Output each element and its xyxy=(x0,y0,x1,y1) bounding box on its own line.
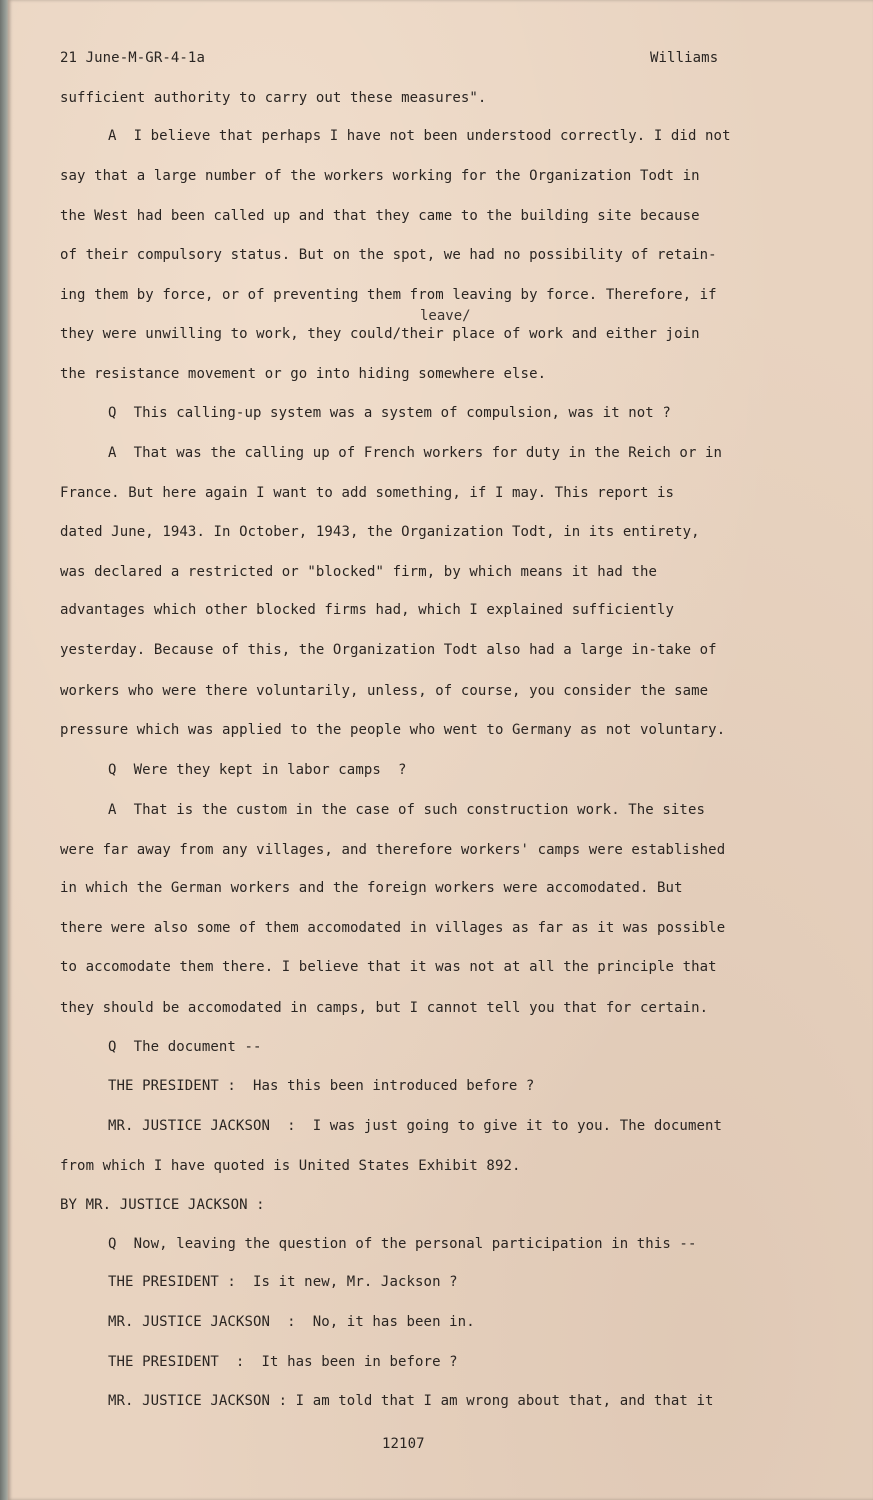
text-line: were far away from any villages, and therefore workers' camps were established xyxy=(60,842,726,858)
text-line: THE PRESIDENT : Has this been introduced before ? xyxy=(108,1078,535,1094)
witness-name: Williams xyxy=(650,50,719,66)
text-line: MR. JUSTICE JACKSON : I am told that I am wrong about that, and that it xyxy=(108,1393,714,1409)
text-line: they were unwilling to work, they could/their place of work and either join xyxy=(60,326,700,342)
text-line: yesterday. Because of this, the Organization Todt also had a large in-take of xyxy=(60,642,717,658)
text-line: pressure which was applied to the people who went to Germany as not voluntary. xyxy=(60,722,726,738)
text-line: of their compulsory status. But on the spot, we had no possibility of retain- xyxy=(60,247,717,263)
text-line: Q Now, leaving the question of the personal participation in this -- xyxy=(108,1236,697,1252)
text-line: sufficient authority to carry out these measures". xyxy=(60,90,487,106)
text-line: THE PRESIDENT : It has been in before ? xyxy=(108,1354,458,1370)
text-line: Q The document -- xyxy=(108,1039,262,1055)
text-line: say that a large number of the workers working for the Organization Todt in xyxy=(60,168,700,184)
text-line: to accomodate them there. I believe that it was not at all the principle that xyxy=(60,959,717,975)
text-line: from which I have quoted is United States Exhibit 892. xyxy=(60,1158,521,1174)
text-line: A That is the custom in the case of such construction work. The sites xyxy=(108,802,706,818)
text-line: THE PRESIDENT : Is it new, Mr. Jackson ? xyxy=(108,1274,458,1290)
text-line: Q This calling-up system was a system of compulsion, was it not ? xyxy=(108,405,671,421)
text-line: they should be accomodated in camps, but I cannot tell you that for certain. xyxy=(60,1000,709,1016)
text-line: Q Were they kept in labor camps ? xyxy=(108,762,407,778)
text-line: ing them by force, or of preventing them from leaving by force. Therefore, if xyxy=(60,287,717,303)
text-line: in which the German workers and the foreign workers were accomodated. But xyxy=(60,880,683,896)
handwritten-insertion: leave/ xyxy=(420,308,471,324)
text-line: A That was the calling up of French workers for duty in the Reich or in xyxy=(108,445,723,461)
text-line: the West had been called up and that they came to the building site because xyxy=(60,208,700,224)
text-line: was declared a restricted or "blocked" firm, by which means it had the xyxy=(60,564,658,580)
text-line: BY MR. JUSTICE JACKSON : xyxy=(60,1197,265,1213)
transcript-page xyxy=(8,0,873,1500)
text-line: MR. JUSTICE JACKSON : No, it has been in. xyxy=(108,1314,475,1330)
text-line: A I believe that perhaps I have not been understood correctly. I did not xyxy=(108,128,731,144)
text-line: the resistance movement or go into hiding somewhere else. xyxy=(60,366,547,382)
text-line: advantages which other blocked firms had, which I explained sufficiently xyxy=(60,602,675,618)
page-number: 12107 xyxy=(382,1436,425,1452)
text-line: MR. JUSTICE JACKSON : I was just going to give it to you. The document xyxy=(108,1118,723,1134)
text-line: France. But here again I want to add something, if I may. This report is xyxy=(60,485,675,501)
text-line: there were also some of them accomodated in villages as far as it was possible xyxy=(60,920,726,936)
text-line: dated June, 1943. In October, 1943, the Organization Todt, in its entirety, xyxy=(60,524,700,540)
document-id: 21 June-M-GR-4-1a xyxy=(60,50,205,66)
text-line: workers who were there voluntarily, unless, of course, you consider the same xyxy=(60,683,709,699)
